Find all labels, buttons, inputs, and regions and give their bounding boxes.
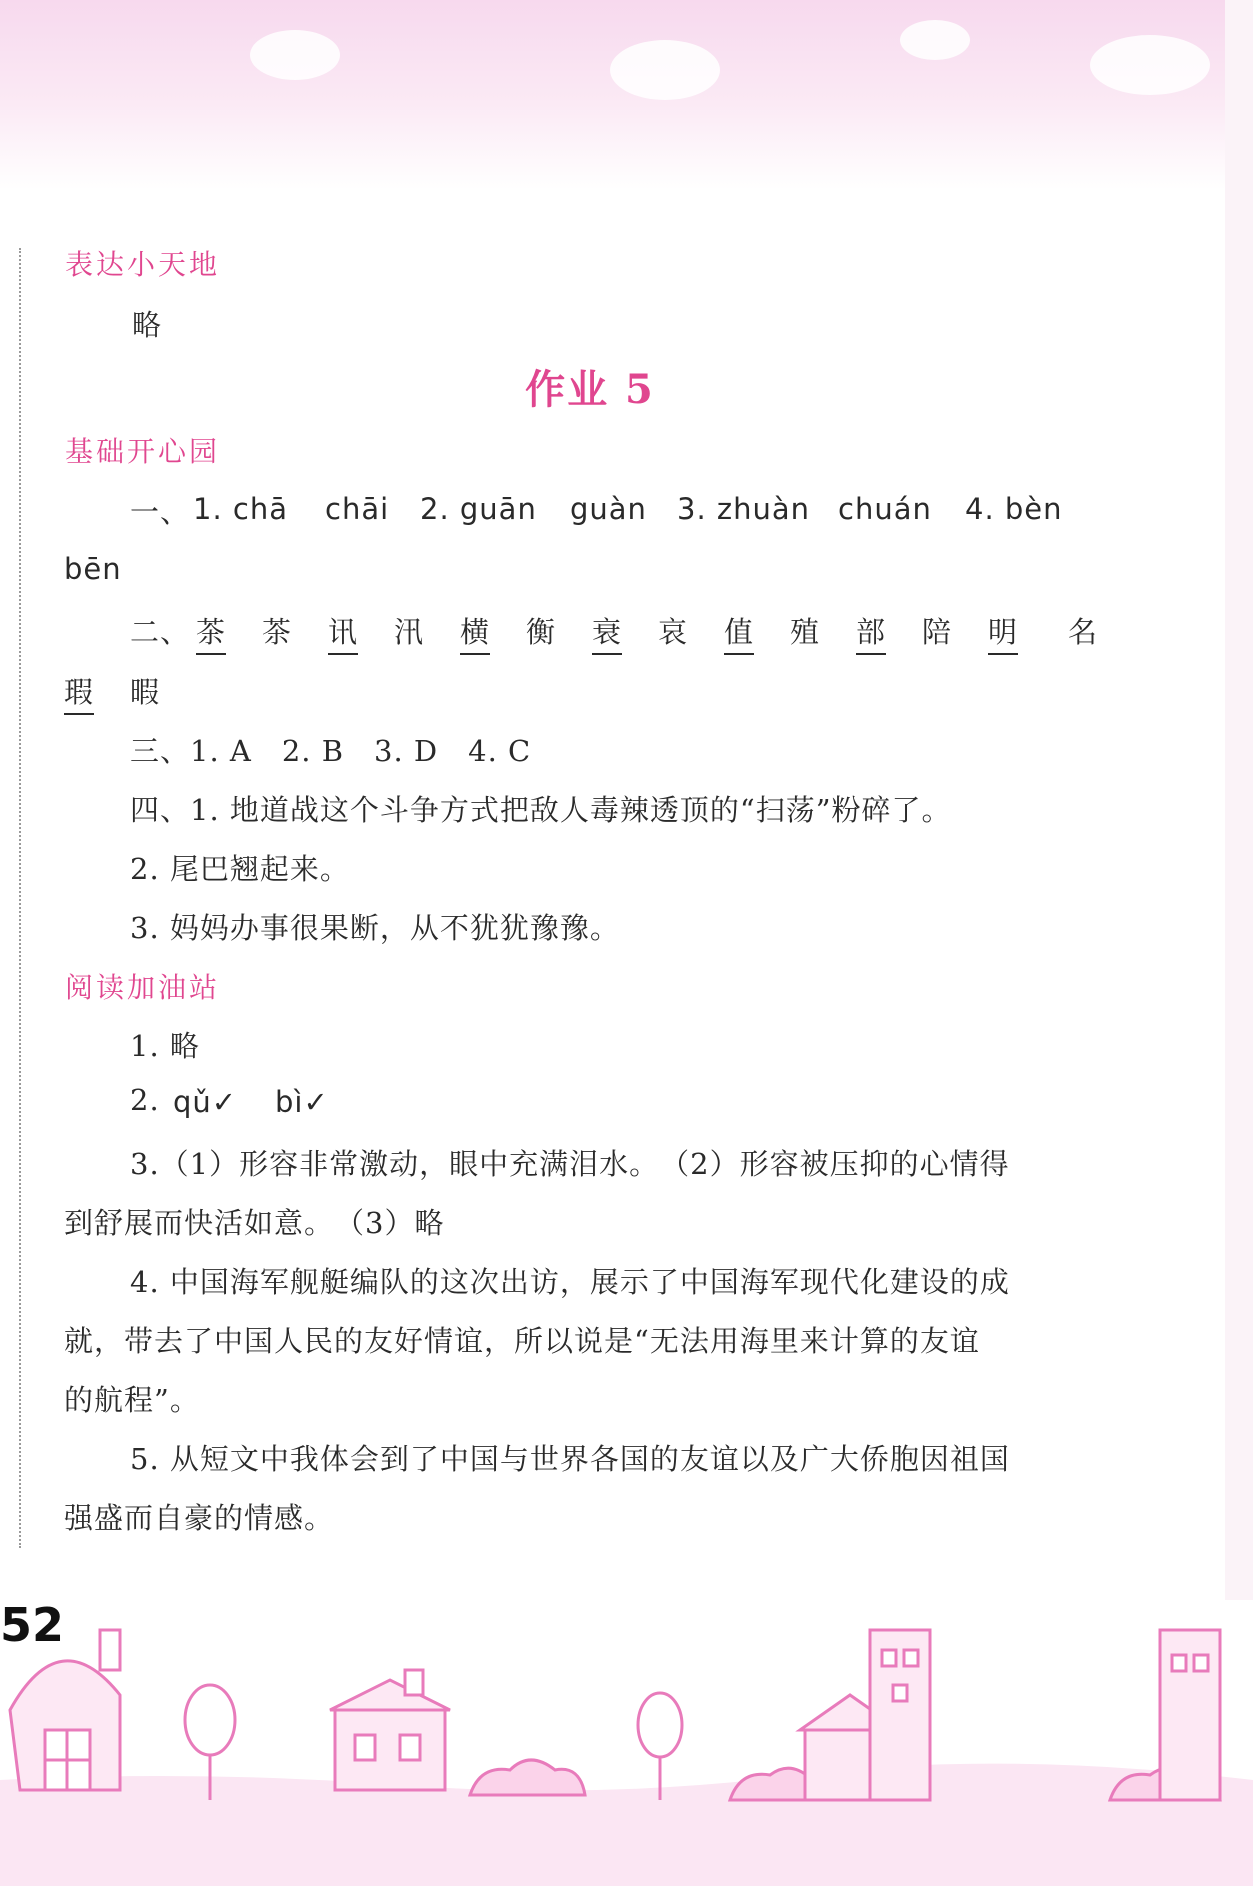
- q2-char: 暇: [130, 675, 161, 709]
- q2-char: 殖: [790, 615, 821, 649]
- q1-item: guàn: [570, 492, 647, 526]
- q2-char-underlined: 讯: [328, 610, 358, 655]
- reading-answer-2a: qǔ✓: [173, 1085, 238, 1119]
- q2-char-underlined: 明: [988, 610, 1018, 655]
- q2-char: 衡: [526, 615, 557, 649]
- q2-char-underlined: 衰: [592, 610, 622, 655]
- reading-answer-5-line2: 强盛而自豪的情感。: [64, 1501, 335, 1535]
- q2-char-underlined: 横: [460, 610, 490, 655]
- q2-row: [0, 610, 1253, 650]
- cloud-decoration: [1090, 35, 1210, 95]
- reading-answer-4-line2: 就，带去了中国人民的友好情谊，所以说是“无法用海里来计算的友谊: [64, 1324, 980, 1358]
- page-number: 52: [0, 1598, 65, 1652]
- q1-item: 3. zhuàn: [677, 492, 811, 526]
- cloud-decoration: [610, 40, 720, 100]
- cloud-decoration: [250, 30, 340, 80]
- margin-dotted-line: [19, 248, 21, 1548]
- top-decorative-band: [0, 0, 1253, 190]
- q1-item: chuán: [838, 492, 932, 526]
- q2-char-underlined: 茶: [196, 610, 226, 655]
- reading-answer-1: 1. 略: [130, 1029, 200, 1063]
- reading-answer-3-line2: 到舒展而快活如意。 （3）略: [64, 1206, 445, 1240]
- q3-answers: 三、1. A 2. B 3. D 4. C: [130, 734, 532, 768]
- q2-char: 茶: [262, 615, 293, 649]
- q4-answer-2: 2. 尾巴翘起来。: [130, 852, 350, 886]
- q2-char: 汛: [394, 615, 425, 649]
- reading-answer-2-num: 2.: [130, 1083, 160, 1117]
- q1-item: 1. chā: [193, 492, 288, 526]
- section-heading-basics: 基础开心园: [65, 435, 221, 468]
- building-icon: [1160, 1630, 1220, 1800]
- reading-answer-2b: bì✓: [275, 1085, 329, 1119]
- cloud-decoration: [900, 20, 970, 60]
- q2-char-underlined: 值: [724, 610, 754, 655]
- q2-char: 名: [1068, 615, 1099, 649]
- reading-answer-5-line1: 5. 从短文中我体会到了中国与世界各国的友谊以及广大侨胞因祖国: [130, 1442, 1010, 1476]
- q2-char: 哀: [658, 615, 689, 649]
- q2-prefix: 二、: [130, 615, 191, 649]
- q2-wrap-row: [0, 670, 400, 710]
- section-heading-expression: 表达小天地: [65, 248, 221, 281]
- expression-answer: 略: [132, 308, 163, 342]
- q1-item: chāi: [325, 492, 390, 526]
- q1-item: 4. bèn: [965, 492, 1063, 526]
- q2-char-underlined: 瑕: [64, 670, 94, 715]
- reading-answer-4-line1: 4. 中国海军舰艇编队的这次出访，展示了中国海军现代化建设的成: [130, 1265, 1010, 1299]
- q2-char: 陪: [922, 615, 953, 649]
- assignment-title: 作业 5: [525, 366, 655, 413]
- reading-answer-3-line1: 3.（1）形容非常激动，眼中充满泪水。 （2）形容被压抑的心情得: [130, 1147, 1010, 1181]
- q1-prefix: 一、: [130, 495, 191, 529]
- q2-char-underlined: 部: [856, 610, 886, 655]
- q4-answer-1: 四、1. 地道战这个斗争方式把敌人毒辣透顶的“扫荡”粉碎了。: [130, 793, 952, 827]
- q1-wrap: bēn: [64, 552, 122, 586]
- q1-item: 2. guān: [420, 492, 537, 526]
- reading-answer-4-line3: 的航程”。: [64, 1383, 200, 1417]
- q4-answer-3: 3. 妈妈办事很果断，从不犹犹豫豫。: [130, 911, 620, 945]
- footer-town-illustration: [0, 1600, 1253, 1886]
- section-heading-reading: 阅读加油站: [65, 971, 221, 1004]
